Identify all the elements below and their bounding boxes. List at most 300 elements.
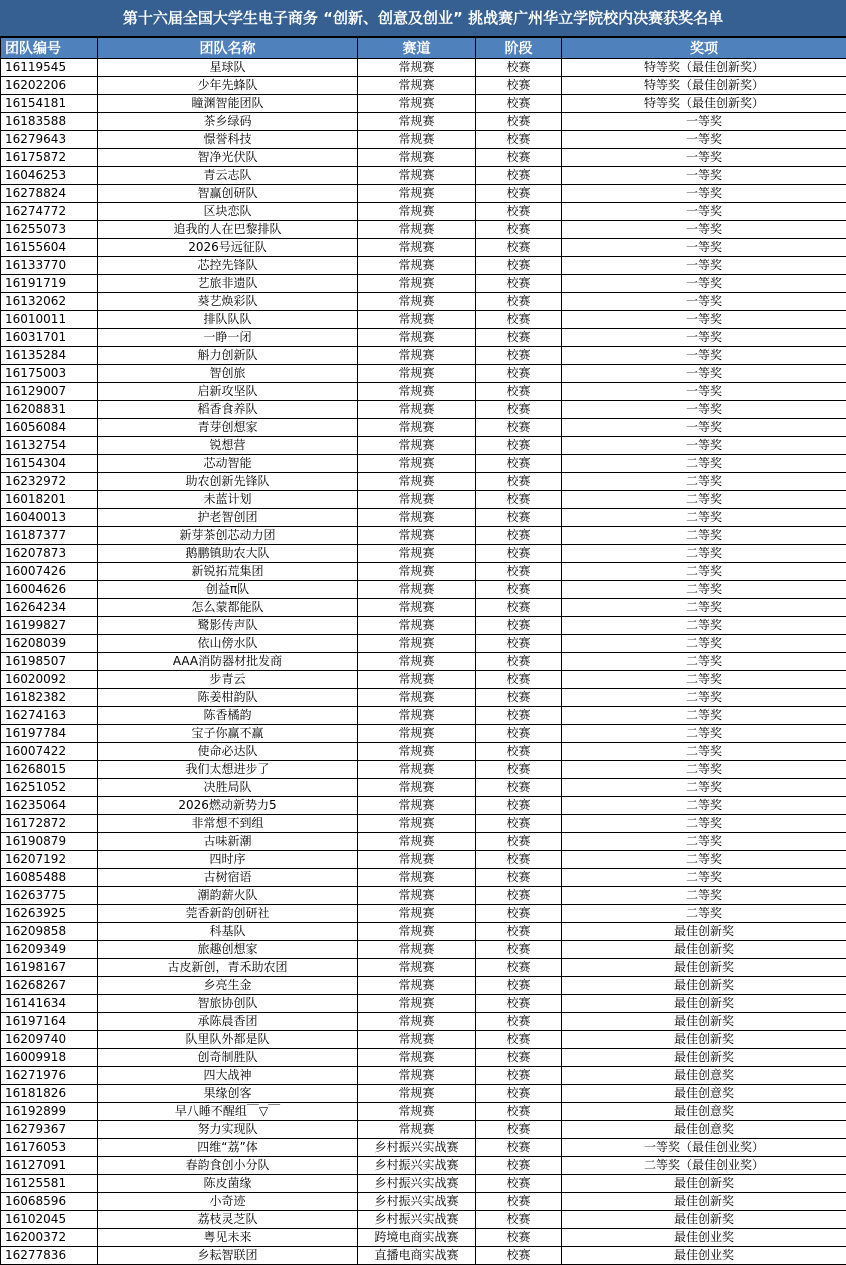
cell-team-name: 早八睡不醒组￣▽￣ (98, 1103, 358, 1121)
cell-stage: 校赛 (476, 347, 562, 365)
table-row (1, 383, 846, 401)
cell-award: 一等奖 (562, 221, 846, 239)
cell-team-id: 16119545 (1, 59, 98, 77)
cell-track: 跨境电商实战赛 (358, 1229, 476, 1247)
cell-track: 常规赛 (358, 815, 476, 833)
cell-stage: 校赛 (476, 239, 562, 257)
table-row (1, 347, 846, 365)
cell-track: 常规赛 (358, 599, 476, 617)
table-row (1, 491, 846, 509)
cell-team-name: 陈香橘韵 (98, 707, 358, 725)
cell-team-name: 春韵食创小分队 (98, 1157, 358, 1175)
cell-team-name: 锐想营 (98, 437, 358, 455)
cell-team-name: 排队队队 (98, 311, 358, 329)
cell-stage: 校赛 (476, 59, 562, 77)
cell-track: 乡村振兴实战赛 (358, 1139, 476, 1157)
table-row (1, 941, 846, 959)
cell-track: 常规赛 (358, 239, 476, 257)
cell-award: 一等奖 (562, 383, 846, 401)
cell-track: 常规赛 (358, 1085, 476, 1103)
cell-team-name: 芯控先锋队 (98, 257, 358, 275)
cell-track: 常规赛 (358, 113, 476, 131)
cell-stage: 校赛 (476, 185, 562, 203)
cell-team-name: 依山傍水队 (98, 635, 358, 653)
cell-award: 特等奖（最佳创新奖） (562, 95, 846, 113)
cell-team-id: 16176053 (1, 1139, 98, 1157)
table-row (1, 581, 846, 599)
cell-team-id: 16192899 (1, 1103, 98, 1121)
cell-award: 一等奖 (562, 167, 846, 185)
cell-stage: 校赛 (476, 383, 562, 401)
cell-team-id: 16202206 (1, 77, 98, 95)
cell-award: 最佳创新奖 (562, 1013, 846, 1031)
cell-stage: 校赛 (476, 779, 562, 797)
cell-track: 常规赛 (358, 95, 476, 113)
cell-track: 常规赛 (358, 293, 476, 311)
cell-award: 一等奖 (562, 275, 846, 293)
cell-track: 常规赛 (358, 995, 476, 1013)
cell-team-name: 古皮新创，青禾助农团 (98, 959, 358, 977)
cell-team-name: 稻香食养队 (98, 401, 358, 419)
cell-award: 最佳创新奖 (562, 995, 846, 1013)
cell-award: 最佳创意奖 (562, 1085, 846, 1103)
cell-team-name: 队里队外都是队 (98, 1031, 358, 1049)
table-row (1, 1193, 846, 1211)
cell-team-name: 鹭影传声队 (98, 617, 358, 635)
cell-track: 乡村振兴实战赛 (358, 1175, 476, 1193)
table-row (1, 455, 846, 473)
cell-stage: 校赛 (476, 1085, 562, 1103)
cell-award: 二等奖 (562, 905, 846, 923)
cell-track: 常规赛 (358, 221, 476, 239)
cell-stage: 校赛 (476, 167, 562, 185)
table-row (1, 419, 846, 437)
cell-track: 常规赛 (358, 365, 476, 383)
cell-award: 一等奖 (562, 131, 846, 149)
table-row (1, 401, 846, 419)
cell-team-id: 16046253 (1, 167, 98, 185)
cell-track: 常规赛 (358, 149, 476, 167)
table-row (1, 149, 846, 167)
cell-track: 常规赛 (358, 1121, 476, 1139)
cell-team-name: 使命必达队 (98, 743, 358, 761)
table-row (1, 203, 846, 221)
table-row (1, 329, 846, 347)
table-row (1, 887, 846, 905)
table-row (1, 293, 846, 311)
table-row (1, 131, 846, 149)
cell-award: 最佳创新奖 (562, 1175, 846, 1193)
cell-team-id: 16175003 (1, 365, 98, 383)
table-row (1, 1121, 846, 1139)
cell-team-name: 鹅鹏镇助农大队 (98, 545, 358, 563)
header-team-name: 团队名称 (98, 38, 358, 59)
cell-track: 常规赛 (358, 689, 476, 707)
cell-stage: 校赛 (476, 473, 562, 491)
cell-team-name: 决胜局队 (98, 779, 358, 797)
cell-track: 常规赛 (358, 203, 476, 221)
cell-team-id: 16154304 (1, 455, 98, 473)
cell-track: 常规赛 (358, 167, 476, 185)
header-team-id: 团队编号 (1, 38, 98, 59)
table-row (1, 473, 846, 491)
cell-award: 二等奖 (562, 797, 846, 815)
cell-award: 二等奖 (562, 815, 846, 833)
cell-team-id: 16020092 (1, 671, 98, 689)
cell-team-name: 瞳渊智能团队 (98, 95, 358, 113)
cell-team-id: 16251052 (1, 779, 98, 797)
cell-track: 常规赛 (358, 1103, 476, 1121)
table-body (1, 59, 846, 1265)
cell-award: 二等奖 (562, 527, 846, 545)
cell-stage: 校赛 (476, 437, 562, 455)
cell-award: 一等奖 (562, 365, 846, 383)
table-row (1, 1085, 846, 1103)
cell-team-name: 青芽创想家 (98, 419, 358, 437)
cell-stage: 校赛 (476, 509, 562, 527)
table-row (1, 815, 846, 833)
cell-stage: 校赛 (476, 1013, 562, 1031)
cell-track: 常规赛 (358, 779, 476, 797)
cell-team-name: 粤见未来 (98, 1229, 358, 1247)
cell-stage: 校赛 (476, 1229, 562, 1247)
cell-team-id: 16208831 (1, 401, 98, 419)
cell-stage: 校赛 (476, 1247, 562, 1265)
cell-team-id: 16133770 (1, 257, 98, 275)
table-row (1, 905, 846, 923)
cell-team-name: 斛力创新队 (98, 347, 358, 365)
cell-team-id: 16135284 (1, 347, 98, 365)
cell-team-id: 16199827 (1, 617, 98, 635)
table-row (1, 617, 846, 635)
cell-award: 最佳创新奖 (562, 959, 846, 977)
header-stage: 阶段 (476, 38, 562, 59)
table-row (1, 239, 846, 257)
cell-team-name: 四维“荔”体 (98, 1139, 358, 1157)
cell-team-name: 茶乡绿码 (98, 113, 358, 131)
cell-stage: 校赛 (476, 977, 562, 995)
cell-track: 常规赛 (358, 257, 476, 275)
table-row (1, 743, 846, 761)
cell-award: 二等奖 (562, 887, 846, 905)
header-track: 赛道 (358, 38, 476, 59)
table-row (1, 653, 846, 671)
cell-team-name: 创益π队 (98, 581, 358, 599)
cell-stage: 校赛 (476, 617, 562, 635)
cell-track: 常规赛 (358, 347, 476, 365)
cell-team-id: 16232972 (1, 473, 98, 491)
cell-team-name: 智赢创研队 (98, 185, 358, 203)
cell-award: 二等奖 (562, 545, 846, 563)
cell-team-id: 16141634 (1, 995, 98, 1013)
table-row (1, 221, 846, 239)
cell-team-id: 16209349 (1, 941, 98, 959)
cell-team-name: 乡耘智联团 (98, 1247, 358, 1265)
cell-track: 常规赛 (358, 761, 476, 779)
table-row (1, 1103, 846, 1121)
cell-team-name: 果缘创客 (98, 1085, 358, 1103)
cell-team-id: 16125581 (1, 1175, 98, 1193)
table-row (1, 113, 846, 131)
cell-award: 二等奖 (562, 581, 846, 599)
table-row (1, 311, 846, 329)
cell-team-id: 16183588 (1, 113, 98, 131)
table-row (1, 185, 846, 203)
cell-track: 乡村振兴实战赛 (358, 1211, 476, 1229)
cell-stage: 校赛 (476, 365, 562, 383)
cell-team-name: 少年先蜂队 (98, 77, 358, 95)
cell-team-name: 追我的人在巴黎排队 (98, 221, 358, 239)
cell-stage: 校赛 (476, 221, 562, 239)
cell-track: 常规赛 (358, 851, 476, 869)
cell-award: 特等奖（最佳创新奖） (562, 59, 846, 77)
cell-award: 一等奖 (562, 257, 846, 275)
cell-team-id: 16197164 (1, 1013, 98, 1031)
table-row (1, 1031, 846, 1049)
cell-stage: 校赛 (476, 725, 562, 743)
cell-stage: 校赛 (476, 653, 562, 671)
cell-team-id: 16132062 (1, 293, 98, 311)
table-row (1, 689, 846, 707)
cell-award: 一等奖 (562, 293, 846, 311)
cell-team-name: 星球队 (98, 59, 358, 77)
cell-award: 一等奖 (562, 419, 846, 437)
sheet-title: 第十六届全国大学生电子商务 “创新、创意及创业” 挑战赛广州华立学院校内决赛获奖名单 (0, 0, 846, 37)
cell-award: 二等奖 (562, 455, 846, 473)
cell-team-id: 16010011 (1, 311, 98, 329)
cell-team-name: 旅趣创想家 (98, 941, 358, 959)
cell-award: 二等奖 (562, 707, 846, 725)
cell-stage: 校赛 (476, 1067, 562, 1085)
cell-team-id: 16155604 (1, 239, 98, 257)
table-row (1, 275, 846, 293)
cell-team-name: 宝子你赢不赢 (98, 725, 358, 743)
table-row (1, 95, 846, 113)
cell-award: 二等奖 (562, 473, 846, 491)
cell-team-name: 科基队 (98, 923, 358, 941)
cell-team-id: 16018201 (1, 491, 98, 509)
cell-team-id: 16198167 (1, 959, 98, 977)
cell-award: 二等奖 (562, 563, 846, 581)
cell-team-id: 16085488 (1, 869, 98, 887)
cell-stage: 校赛 (476, 455, 562, 473)
cell-track: 常规赛 (358, 473, 476, 491)
cell-award: 二等奖 (562, 509, 846, 527)
table-row (1, 1013, 846, 1031)
cell-award: 二等奖 (562, 635, 846, 653)
cell-stage: 校赛 (476, 833, 562, 851)
cell-track: 常规赛 (358, 581, 476, 599)
cell-track: 常规赛 (358, 1031, 476, 1049)
table-row (1, 1247, 846, 1265)
cell-team-name: 新芽茶创芯动力团 (98, 527, 358, 545)
cell-team-id: 16190879 (1, 833, 98, 851)
cell-stage: 校赛 (476, 563, 562, 581)
cell-stage: 校赛 (476, 581, 562, 599)
cell-award: 二等奖 (562, 869, 846, 887)
cell-team-id: 16279367 (1, 1121, 98, 1139)
table-row (1, 923, 846, 941)
cell-team-name: 陈皮菌缘 (98, 1175, 358, 1193)
table-row (1, 77, 846, 95)
cell-team-id: 16007422 (1, 743, 98, 761)
cell-award: 一等奖 (562, 113, 846, 131)
cell-track: 常规赛 (358, 1013, 476, 1031)
cell-award: 最佳创新奖 (562, 923, 846, 941)
cell-award: 一等奖 (562, 347, 846, 365)
cell-award: 一等奖 (562, 401, 846, 419)
cell-team-name: 乡亮生金 (98, 977, 358, 995)
table-row (1, 797, 846, 815)
cell-team-name: 潮韵薪火队 (98, 887, 358, 905)
cell-track: 常规赛 (358, 545, 476, 563)
cell-stage: 校赛 (476, 419, 562, 437)
cell-award: 一等奖 (562, 329, 846, 347)
cell-stage: 校赛 (476, 743, 562, 761)
cell-team-name: 四时序 (98, 851, 358, 869)
cell-award: 二等奖 (562, 599, 846, 617)
cell-team-id: 16132754 (1, 437, 98, 455)
cell-team-id: 16127091 (1, 1157, 98, 1175)
table-row (1, 1211, 846, 1229)
cell-team-id: 16235064 (1, 797, 98, 815)
cell-team-name: 步青云 (98, 671, 358, 689)
table-row (1, 1157, 846, 1175)
cell-award: 最佳创意奖 (562, 1121, 846, 1139)
cell-track: 常规赛 (358, 509, 476, 527)
cell-team-id: 16268267 (1, 977, 98, 995)
cell-track: 常规赛 (358, 401, 476, 419)
cell-team-name: 未蓝计划 (98, 491, 358, 509)
cell-team-id: 16007426 (1, 563, 98, 581)
table-row (1, 599, 846, 617)
cell-team-name: 陈姜柑韵队 (98, 689, 358, 707)
cell-team-id: 16208039 (1, 635, 98, 653)
table-row (1, 725, 846, 743)
cell-team-id: 16263775 (1, 887, 98, 905)
cell-stage: 校赛 (476, 329, 562, 347)
cell-stage: 校赛 (476, 1211, 562, 1229)
cell-team-name: 智旅协创队 (98, 995, 358, 1013)
cell-team-name: 芯动智能 (98, 455, 358, 473)
table-row (1, 635, 846, 653)
table-row (1, 365, 846, 383)
cell-team-name: 启新攻坚队 (98, 383, 358, 401)
cell-award: 二等奖 (562, 617, 846, 635)
cell-award: 二等奖 (562, 491, 846, 509)
cell-team-id: 16263925 (1, 905, 98, 923)
cell-stage: 校赛 (476, 1103, 562, 1121)
cell-team-id: 16172872 (1, 815, 98, 833)
cell-team-id: 16031701 (1, 329, 98, 347)
cell-stage: 校赛 (476, 995, 562, 1013)
cell-stage: 校赛 (476, 959, 562, 977)
cell-team-name: 一睁一闭 (98, 329, 358, 347)
cell-track: 常规赛 (358, 455, 476, 473)
cell-track: 常规赛 (358, 311, 476, 329)
cell-award: 一等奖（最佳创业奖） (562, 1139, 846, 1157)
cell-team-name: 小奇迹 (98, 1193, 358, 1211)
cell-stage: 校赛 (476, 131, 562, 149)
cell-award: 二等奖（最佳创业奖） (562, 1157, 846, 1175)
cell-stage: 校赛 (476, 275, 562, 293)
cell-award: 一等奖 (562, 311, 846, 329)
cell-team-id: 16181826 (1, 1085, 98, 1103)
cell-stage: 校赛 (476, 545, 562, 563)
cell-track: 常规赛 (358, 959, 476, 977)
cell-track: 常规赛 (358, 869, 476, 887)
cell-track: 常规赛 (358, 275, 476, 293)
cell-stage: 校赛 (476, 1193, 562, 1211)
cell-track: 乡村振兴实战赛 (358, 1193, 476, 1211)
cell-stage: 校赛 (476, 905, 562, 923)
cell-stage: 校赛 (476, 113, 562, 131)
cell-award: 二等奖 (562, 779, 846, 797)
cell-stage: 校赛 (476, 203, 562, 221)
table-row (1, 527, 846, 545)
cell-team-name: 艺旅非遗队 (98, 275, 358, 293)
table-row (1, 959, 846, 977)
cell-award: 最佳创意奖 (562, 1067, 846, 1085)
cell-award: 最佳创新奖 (562, 1193, 846, 1211)
cell-award: 特等奖（最佳创新奖） (562, 77, 846, 95)
cell-team-name: 承陈晨香团 (98, 1013, 358, 1031)
cell-track: 常规赛 (358, 329, 476, 347)
cell-stage: 校赛 (476, 707, 562, 725)
cell-team-name: 葵艺焕彩队 (98, 293, 358, 311)
cell-stage: 校赛 (476, 1049, 562, 1067)
cell-team-id: 16200372 (1, 1229, 98, 1247)
cell-award: 最佳创新奖 (562, 977, 846, 995)
award-table (0, 37, 846, 1265)
cell-team-id: 16068596 (1, 1193, 98, 1211)
cell-team-name: 智创旅 (98, 365, 358, 383)
cell-team-name: 创奇制胜队 (98, 1049, 358, 1067)
cell-track: 常规赛 (358, 743, 476, 761)
table-row (1, 437, 846, 455)
cell-stage: 校赛 (476, 293, 562, 311)
cell-track: 常规赛 (358, 941, 476, 959)
cell-team-name: 古味新潮 (98, 833, 358, 851)
cell-award: 二等奖 (562, 833, 846, 851)
cell-track: 乡村振兴实战赛 (358, 1157, 476, 1175)
table-row (1, 563, 846, 581)
header-row (1, 38, 846, 59)
cell-award: 最佳创业奖 (562, 1247, 846, 1265)
cell-stage: 校赛 (476, 761, 562, 779)
cell-stage: 校赛 (476, 401, 562, 419)
cell-award: 二等奖 (562, 671, 846, 689)
cell-team-name: 新锐拓荒集团 (98, 563, 358, 581)
cell-team-id: 16175872 (1, 149, 98, 167)
cell-stage: 校赛 (476, 815, 562, 833)
cell-award: 最佳创新奖 (562, 1031, 846, 1049)
cell-team-name: AAA消防器材批发商 (98, 653, 358, 671)
cell-team-name: 努力实现队 (98, 1121, 358, 1139)
cell-team-name: 2026号远征队 (98, 239, 358, 257)
cell-stage: 校赛 (476, 923, 562, 941)
cell-award: 二等奖 (562, 761, 846, 779)
cell-stage: 校赛 (476, 689, 562, 707)
cell-team-id: 16009918 (1, 1049, 98, 1067)
cell-award: 二等奖 (562, 851, 846, 869)
cell-team-name: 古树宿语 (98, 869, 358, 887)
cell-stage: 校赛 (476, 95, 562, 113)
cell-track: 常规赛 (358, 1049, 476, 1067)
cell-track: 常规赛 (358, 725, 476, 743)
cell-award: 最佳创业奖 (562, 1229, 846, 1247)
table-row (1, 1229, 846, 1247)
